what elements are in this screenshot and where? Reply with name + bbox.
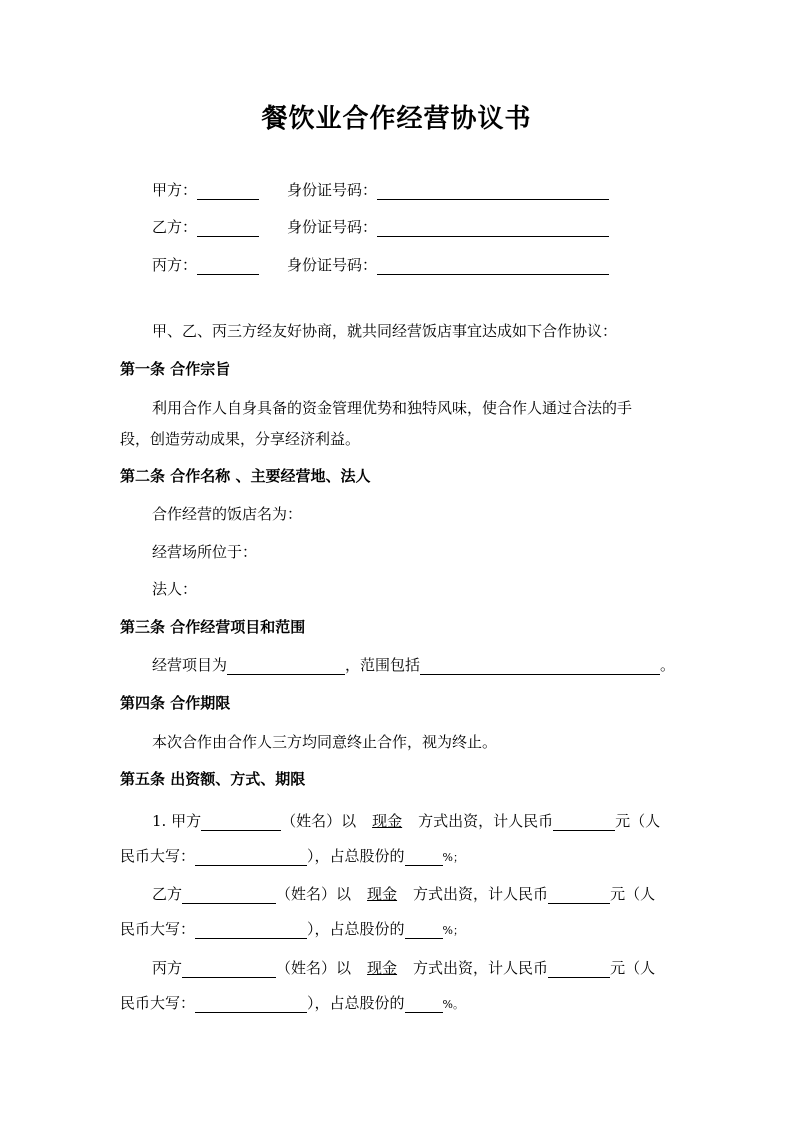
- party-name-blank[interactable]: [197, 183, 259, 200]
- contribution-jia-line-1: [152, 810, 660, 831]
- yuan-label: 元（人: [610, 885, 656, 903]
- legal-person-line: 法人：: [152, 580, 198, 598]
- rmb-label: 民币大写：: [120, 994, 196, 1012]
- scope-label: ，范围包括: [345, 656, 421, 674]
- party-prefix: 1. 甲方: [152, 812, 202, 830]
- method-value: 现金: [367, 959, 398, 977]
- article-2-heading: 第二条 合作名称 、主要经营地、法人: [120, 467, 371, 485]
- party-prefix: 乙方: [152, 885, 183, 903]
- rmb-uppercase-blank[interactable]: [195, 922, 307, 939]
- rmb-label: 民币大写：: [120, 847, 196, 865]
- article-5-heading: 第五条 出资额、方式、期限: [120, 770, 306, 788]
- name-blank[interactable]: [182, 961, 276, 978]
- name-blank[interactable]: [201, 814, 281, 831]
- contribution-yi-line-2: [120, 918, 464, 939]
- name-label: （姓名）以: [276, 959, 352, 977]
- contribution-bing-line-1: [152, 957, 655, 978]
- name-blank[interactable]: [182, 887, 276, 904]
- rmb-uppercase-blank[interactable]: [195, 996, 307, 1013]
- contribution-yi-line-1: [152, 883, 655, 904]
- party-name-blank[interactable]: [197, 258, 259, 275]
- contribution-bing-line-2: [120, 992, 464, 1013]
- scope-blank[interactable]: [420, 658, 660, 675]
- article-3-heading: 第三条 合作经营项目和范围: [120, 618, 306, 636]
- name-label: （姓名）以: [276, 885, 352, 903]
- party-name-blank[interactable]: [197, 220, 259, 237]
- method-suffix: 方式出资，计人民币: [413, 885, 549, 903]
- rmb-label: 民币大写：: [120, 920, 196, 938]
- percent-mark: %；: [442, 924, 464, 937]
- percent-mark: %；: [442, 851, 464, 864]
- party-row-jia: [152, 179, 609, 201]
- amount-blank[interactable]: [553, 814, 615, 831]
- party-row-yi: [152, 216, 609, 238]
- share-blank[interactable]: [405, 922, 443, 939]
- project-blank[interactable]: [227, 658, 345, 675]
- article-4-heading: 第四条 合作期限: [120, 694, 231, 712]
- party-label: 甲方：: [152, 181, 198, 199]
- project-label: 经营项目为: [152, 656, 228, 674]
- method-suffix: 方式出资，计人民币: [418, 812, 554, 830]
- party-label: 乙方：: [152, 218, 198, 236]
- document-title: 餐饮业合作经营协议书: [261, 104, 532, 134]
- rmb-uppercase-blank[interactable]: [195, 849, 307, 866]
- percent-mark: %。: [442, 998, 464, 1011]
- method-value: 现金: [372, 812, 403, 830]
- article-1-heading: 第一条 合作宗旨: [120, 360, 231, 378]
- id-number-blank[interactable]: [377, 220, 609, 237]
- id-number-blank[interactable]: [377, 183, 609, 200]
- period-mark: 。: [660, 656, 676, 674]
- term-line: 本次合作由合作人三方均同意终止合作，视为终止。: [152, 733, 498, 751]
- party-prefix: 丙方: [152, 959, 183, 977]
- contribution-jia-line-2: [120, 845, 464, 866]
- share-label: ），占总股份的: [307, 847, 405, 865]
- id-label: 身份证号码：: [287, 256, 378, 274]
- name-label: （姓名）以: [281, 812, 357, 830]
- intro-paragraph: 甲、乙、丙三方经友好协商，就共同经营饭店事宜达成如下合作协议：: [152, 322, 618, 340]
- share-label: ），占总股份的: [307, 994, 405, 1012]
- business-place-line: 经营场所位于：: [152, 543, 258, 561]
- article-1-line-1: 利用合作人自身具备的资金管理优势和独特风味，使合作人通过合法的手: [152, 399, 633, 417]
- share-label: ），占总股份的: [307, 920, 405, 938]
- amount-blank[interactable]: [548, 887, 610, 904]
- id-label: 身份证号码：: [287, 218, 378, 236]
- restaurant-name-line: 合作经营的饭店名为：: [152, 505, 303, 523]
- yuan-label: 元（人: [615, 812, 661, 830]
- id-label: 身份证号码：: [287, 181, 378, 199]
- article-1-line-2: 段，创造劳动成果，分享经济利益。: [120, 430, 361, 448]
- share-blank[interactable]: [405, 849, 443, 866]
- amount-blank[interactable]: [548, 961, 610, 978]
- business-project-line: [152, 654, 675, 675]
- share-blank[interactable]: [405, 996, 443, 1013]
- method-value: 现金: [367, 885, 398, 903]
- party-label: 丙方：: [152, 256, 198, 274]
- yuan-label: 元（人: [610, 959, 656, 977]
- method-suffix: 方式出资，计人民币: [413, 959, 549, 977]
- id-number-blank[interactable]: [377, 258, 609, 275]
- party-row-bing: [152, 254, 609, 276]
